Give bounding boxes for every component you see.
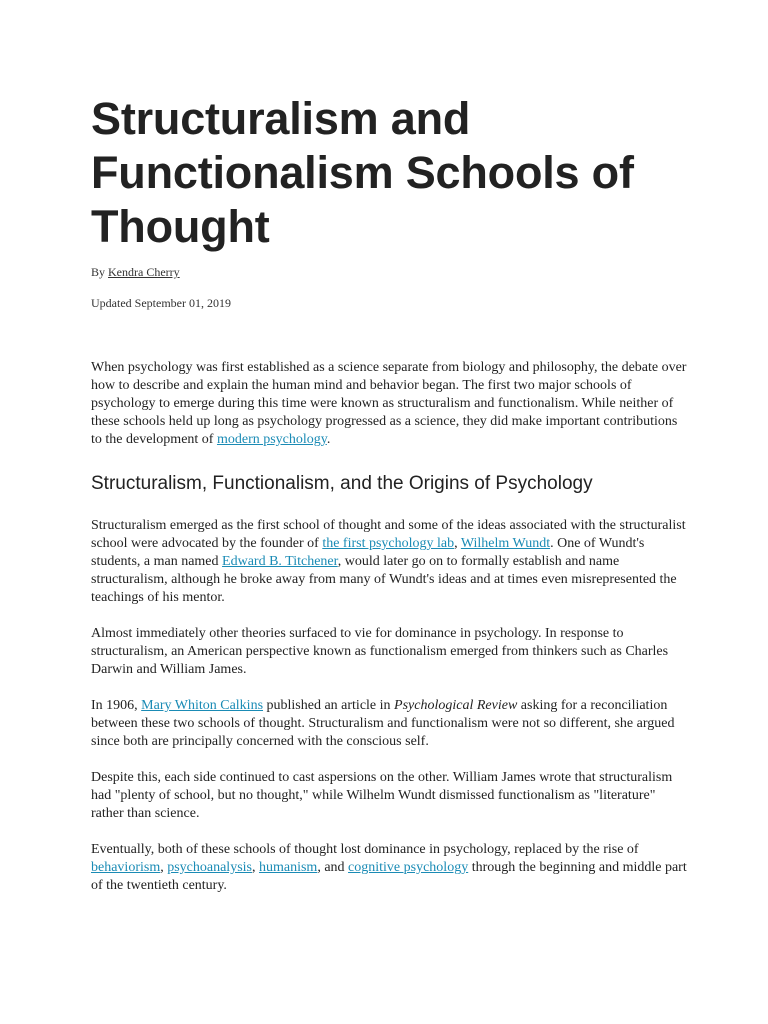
p5-text-2: through the beginning and middle part of the twentieth century. xyxy=(91,860,687,893)
article xyxy=(91,92,691,895)
modern-psychology-link[interactable]: modern psychology xyxy=(216,432,327,447)
article-title: Structuralism and Functionalism Schools of Thought xyxy=(91,93,634,252)
paragraph-aspersions: Despite this, each side continued to cast aspersions on the other. William James wrote that structuralism had "plenty of school, but no thought," while Wilhelm Wundt dismissed functionalism as "literature" rather than science. xyxy=(91,770,673,821)
paragraph-functionalism: Almost immediately other theories surfaced to vie for dominance in psychology. In response to structuralism, an American perspective known as functionalism emerged from thinkers such as Charles Darwin and William James. xyxy=(91,626,669,677)
byline xyxy=(91,264,691,280)
wilhelm-wundt-link[interactable]: Wilhelm Wundt xyxy=(460,536,551,551)
paragraph-decline xyxy=(91,841,691,895)
p3-text-2: published an article in xyxy=(263,698,395,713)
p1-text-1: Structuralism emerged as the first school of thought and some of the ideas associated with the structuralist school were advocated by the founder of xyxy=(91,518,686,551)
humanism-link[interactable]: humanism xyxy=(258,860,318,875)
edward-titchener-link[interactable]: Edward B. Titchener xyxy=(222,554,338,569)
paragraph-calkins xyxy=(91,697,691,751)
p3-text-1: In 1906, xyxy=(91,698,142,713)
paragraph-structuralism-origin xyxy=(91,517,691,607)
author-link[interactable]: Kendra Cherry xyxy=(108,265,180,279)
updated-date: Updated September 01, 2019 xyxy=(91,296,231,310)
p1-text-3: , would later go on to formally establish and name structuralism, although he broke away from many of Wundt's ideas and at times even misrepresented the teachings of his mentor. xyxy=(91,554,677,605)
behaviorism-link[interactable]: behaviorism xyxy=(91,860,161,875)
first-psychology-lab-link[interactable]: the first psychology lab xyxy=(322,536,455,551)
p5-separator-1: , xyxy=(160,860,168,875)
p5-separator-3: , and xyxy=(317,860,349,875)
journal-title: Psychological Review xyxy=(394,698,518,713)
p5-separator-2: , xyxy=(251,860,259,875)
byline-prefix: By xyxy=(91,265,109,279)
intro-text: When psychology was first established as a science separate from biology and philosophy, the debate over how to describe and explain the human mind and behavior began. The first two major schools of psychology to emerge during this time were known as structuralism and functionalism. While neither of these schools held up long as psychology progressed as a science, they did make important contributions to the development of xyxy=(91,360,687,447)
cognitive-psychology-link[interactable]: cognitive psychology xyxy=(348,860,469,875)
mary-whiton-calkins-link[interactable]: Mary Whiton Calkins xyxy=(141,698,264,713)
p1-separator: , xyxy=(454,536,461,551)
intro-end: . xyxy=(326,432,331,447)
section-heading: Structuralism, Functionalism, and the Origins of Psychology xyxy=(91,473,593,494)
intro-paragraph xyxy=(91,359,691,449)
p5-text-1: Eventually, both of these schools of thought lost dominance in psychology, replaced by the rise of xyxy=(91,842,639,857)
psychoanalysis-link[interactable]: psychoanalysis xyxy=(167,860,252,875)
p1-text-2: . One of Wundt's students, a man named xyxy=(91,536,645,569)
p3-text-3: asking for a reconciliation between these two schools of thought. Structuralism and functionalism were not so different, she argued since both are principally concerned with the conscious self. xyxy=(91,698,675,749)
